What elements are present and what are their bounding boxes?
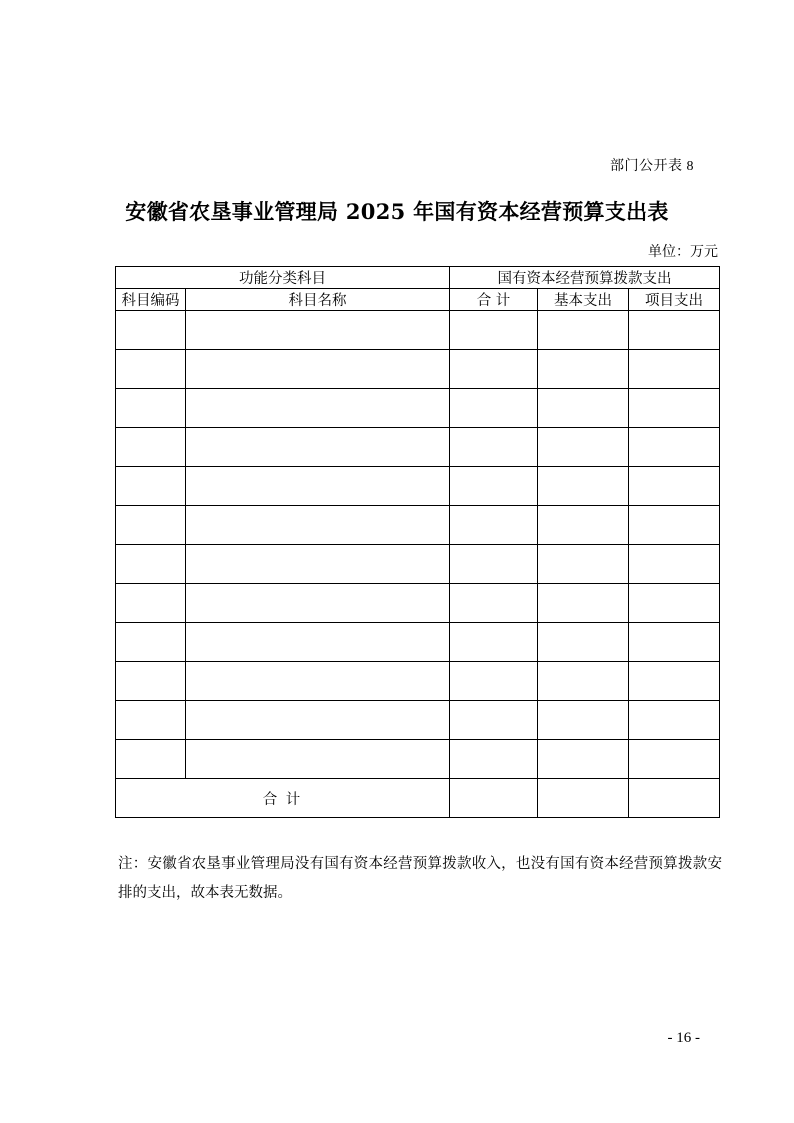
- cell-basic: [538, 545, 629, 584]
- unit-label: 单位：万元: [648, 245, 718, 260]
- cell-basic: [538, 389, 629, 428]
- table-body: [116, 311, 720, 818]
- table-row: [116, 584, 720, 623]
- cell-subject-code: [116, 701, 186, 740]
- cell-total: [450, 740, 538, 779]
- cell-subject-code: [116, 350, 186, 389]
- cell-subject-code: [116, 467, 186, 506]
- cell-total: [450, 623, 538, 662]
- total-row-total: [450, 779, 538, 818]
- cell-project: [629, 701, 720, 740]
- cell-basic: [538, 311, 629, 350]
- cell-subject-code: [116, 662, 186, 701]
- column-header-project-expenditure: 项目支出: [629, 289, 720, 311]
- cell-basic: [538, 662, 629, 701]
- form-label: 部门公开表 8: [610, 159, 694, 174]
- cell-total: [450, 389, 538, 428]
- budget-expenditure-table: [115, 266, 720, 818]
- cell-subject-code: [116, 740, 186, 779]
- cell-project: [629, 662, 720, 701]
- cell-subject-code: [116, 623, 186, 662]
- table-row: [116, 701, 720, 740]
- group-header-function-classification: 功能分类科目: [116, 267, 450, 289]
- table-row: [116, 623, 720, 662]
- cell-basic: [538, 584, 629, 623]
- cell-subject-name: [186, 428, 450, 467]
- cell-subject-name: [186, 467, 450, 506]
- cell-subject-name: [186, 350, 450, 389]
- cell-subject-code: [116, 545, 186, 584]
- table-row: [116, 740, 720, 779]
- table-note: 注：安徽省农垦事业管理局没有国有资本经营预算拨款收入，也没有国有资本经营预算拨款安排的支出，故本表无数据。: [118, 856, 722, 901]
- page-number: - 16 -: [667, 1030, 700, 1046]
- cell-total: [450, 545, 538, 584]
- table-row: [116, 467, 720, 506]
- table-row: [116, 428, 720, 467]
- cell-subject-name: [186, 389, 450, 428]
- cell-total: [450, 662, 538, 701]
- table-row: [116, 545, 720, 584]
- cell-total: [450, 584, 538, 623]
- cell-subject-code: [116, 506, 186, 545]
- total-row-project: [629, 779, 720, 818]
- cell-subject-code: [116, 428, 186, 467]
- cell-subject-name: [186, 701, 450, 740]
- cell-total: [450, 428, 538, 467]
- cell-total: [450, 311, 538, 350]
- cell-subject-name: [186, 662, 450, 701]
- page-title: 安徽省农垦事业管理局 2025 年国有资本经营预算支出表: [125, 199, 669, 224]
- cell-subject-name: [186, 740, 450, 779]
- cell-project: [629, 350, 720, 389]
- total-row-label: 合 计: [116, 779, 450, 818]
- cell-subject-name: [186, 584, 450, 623]
- table-total-row: [116, 779, 720, 818]
- cell-project: [629, 584, 720, 623]
- table-row: [116, 506, 720, 545]
- cell-basic: [538, 350, 629, 389]
- column-header-subject-code: 科目编码: [116, 289, 186, 311]
- cell-project: [629, 740, 720, 779]
- cell-basic: [538, 506, 629, 545]
- cell-basic: [538, 701, 629, 740]
- cell-project: [629, 428, 720, 467]
- cell-total: [450, 467, 538, 506]
- table-row: [116, 311, 720, 350]
- table-row: [116, 350, 720, 389]
- group-header-state-capital-expenditure: 国有资本经营预算拨款支出: [450, 267, 720, 289]
- cell-subject-name: [186, 545, 450, 584]
- total-row-basic: [538, 779, 629, 818]
- cell-project: [629, 311, 720, 350]
- cell-project: [629, 506, 720, 545]
- cell-basic: [538, 428, 629, 467]
- cell-project: [629, 623, 720, 662]
- column-header-subject-name: 科目名称: [186, 289, 450, 311]
- cell-basic: [538, 740, 629, 779]
- cell-subject-name: [186, 311, 450, 350]
- table-row: [116, 662, 720, 701]
- column-header-total: 合 计: [450, 289, 538, 311]
- cell-project: [629, 467, 720, 506]
- cell-subject-code: [116, 584, 186, 623]
- cell-subject-name: [186, 506, 450, 545]
- table-column-header-row: [116, 289, 720, 311]
- table-row: [116, 389, 720, 428]
- cell-basic: [538, 623, 629, 662]
- cell-subject-name: [186, 623, 450, 662]
- cell-subject-code: [116, 311, 186, 350]
- cell-total: [450, 506, 538, 545]
- cell-subject-code: [116, 389, 186, 428]
- cell-basic: [538, 467, 629, 506]
- column-header-basic-expenditure: 基本支出: [538, 289, 629, 311]
- cell-project: [629, 545, 720, 584]
- table-group-header-row: [116, 267, 720, 289]
- cell-project: [629, 389, 720, 428]
- cell-total: [450, 350, 538, 389]
- cell-total: [450, 701, 538, 740]
